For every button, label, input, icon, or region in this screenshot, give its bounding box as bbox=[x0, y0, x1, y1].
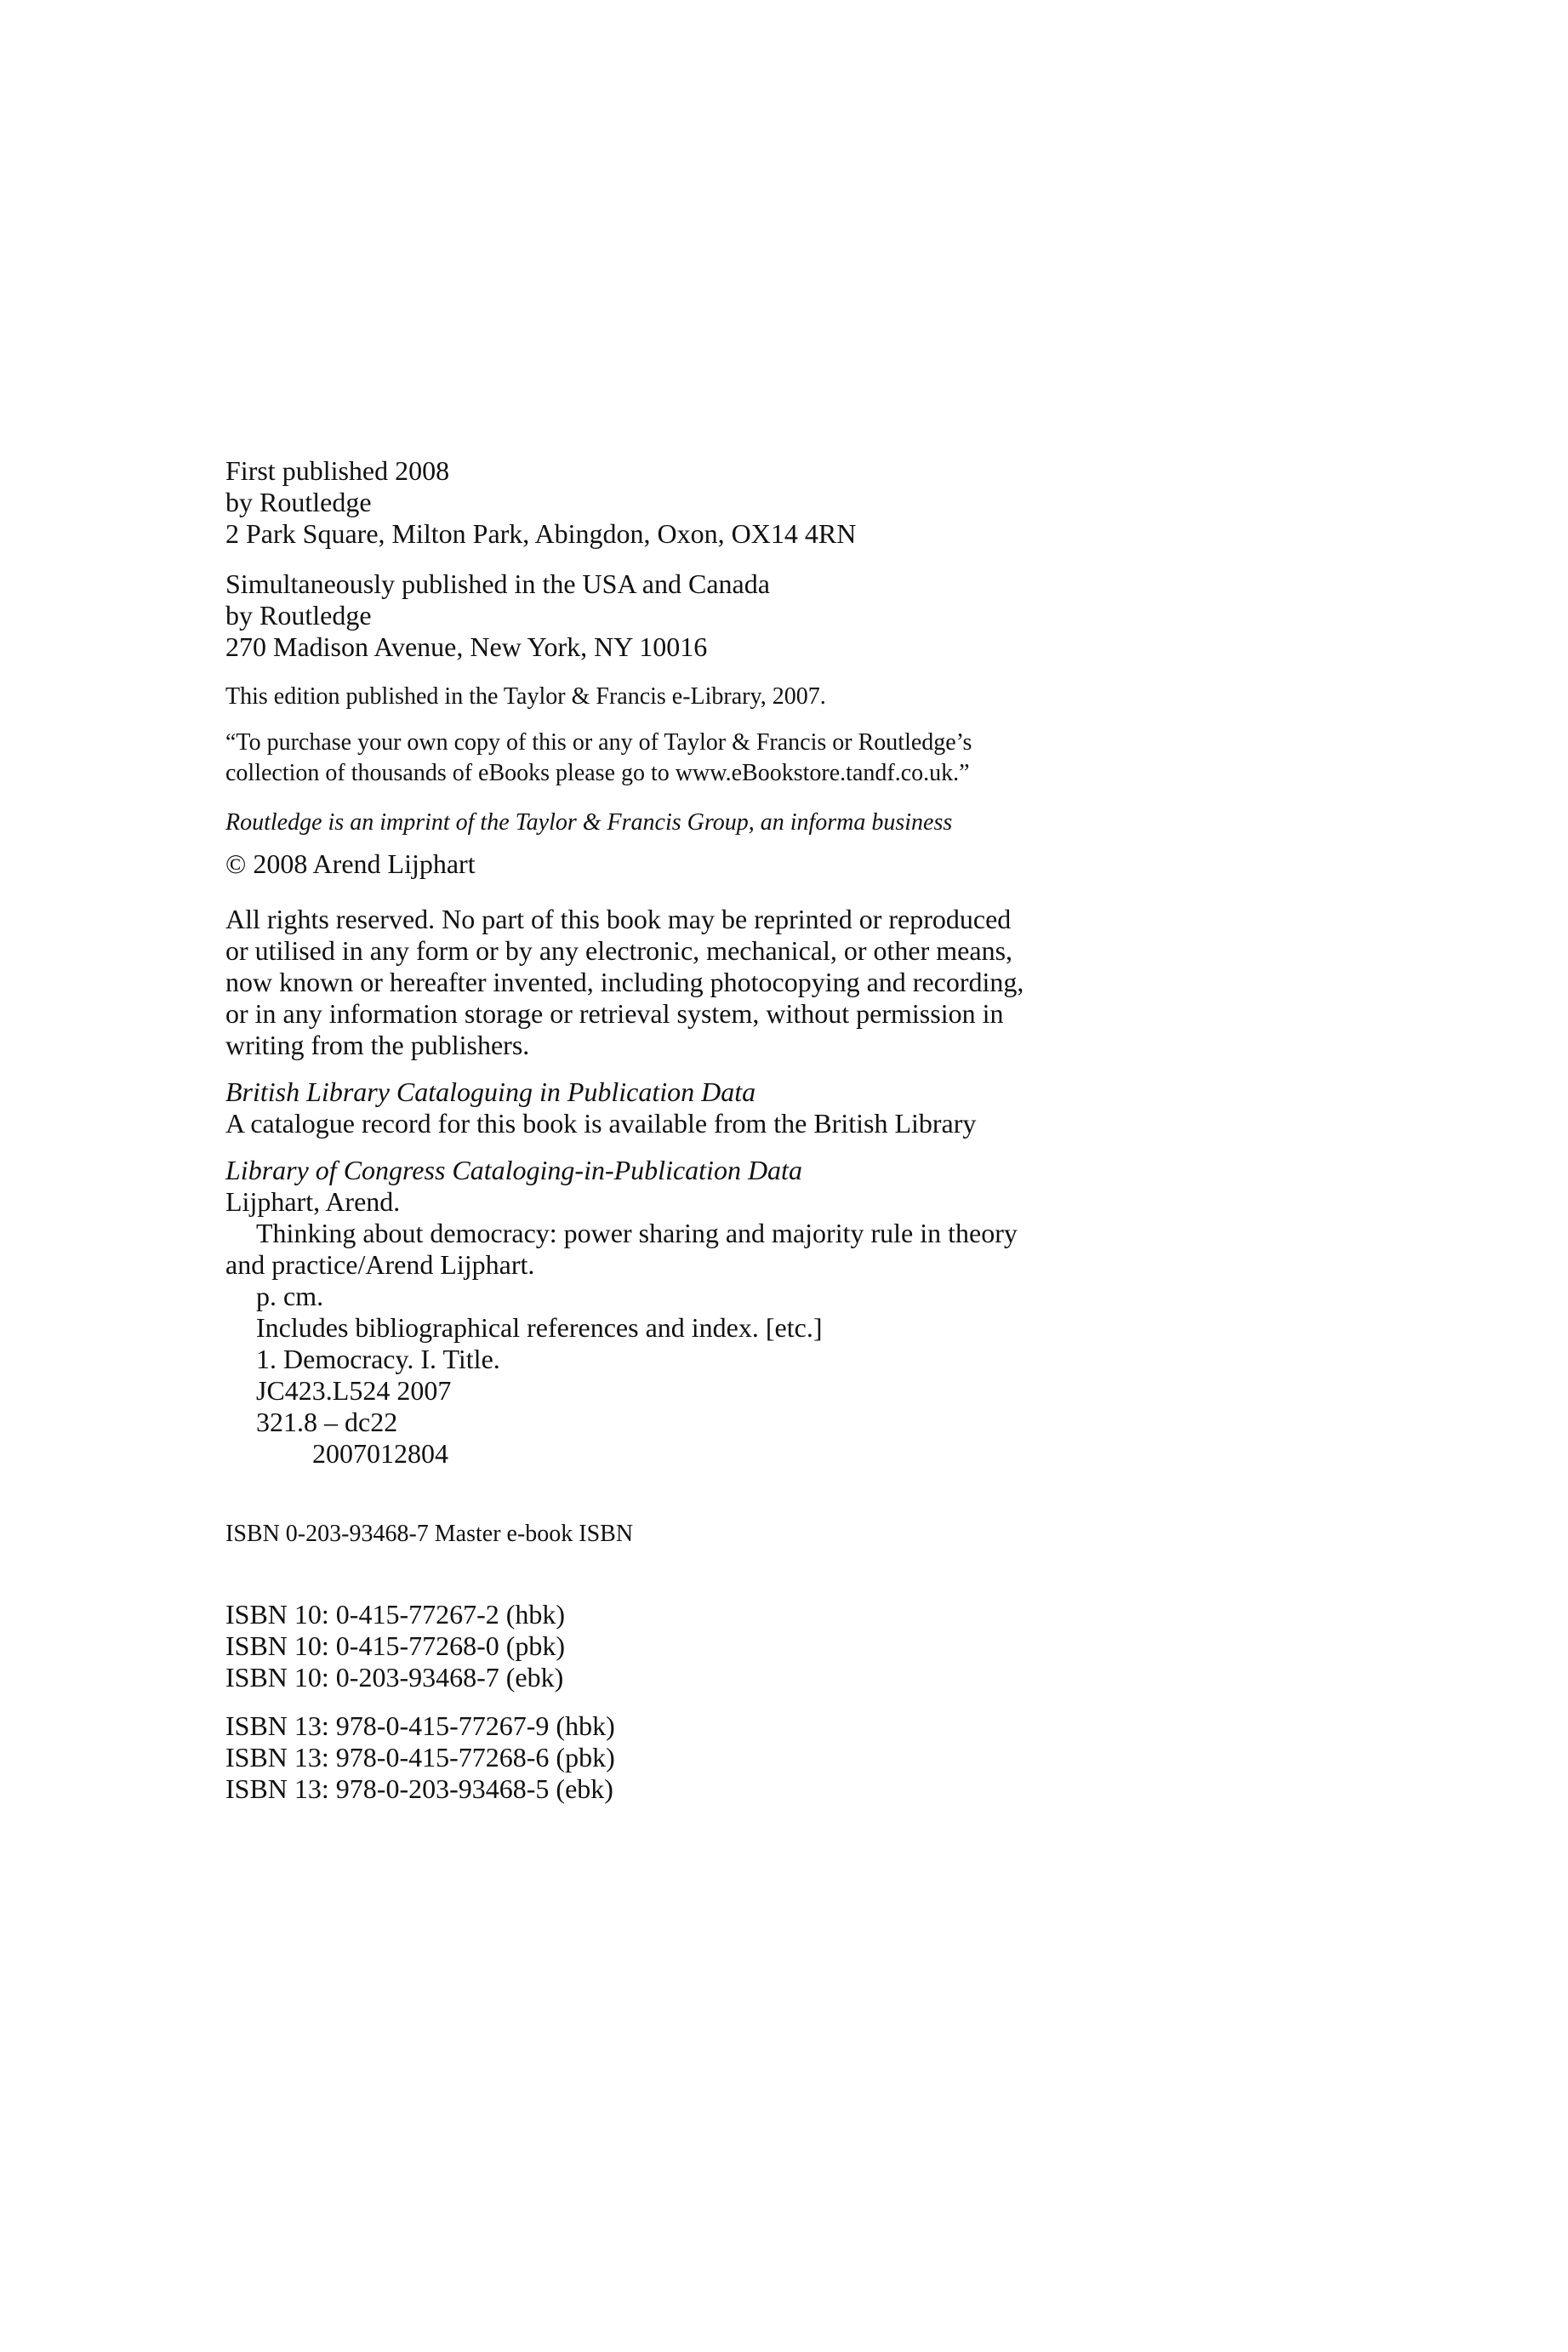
loc-title-line-1: Thinking about democracy: power sharing and majority rule in theory bbox=[256, 1218, 1018, 1248]
rights-line: now known or hereafter invented, including photocopying and recording, bbox=[225, 967, 1024, 997]
edition-note bbox=[225, 682, 1195, 712]
edition-note-line: This edition published in the Taylor & Francis e-Library, 2007. bbox=[225, 683, 826, 710]
loc-lc-class: JC423.L524 2007 bbox=[256, 1375, 452, 1406]
isbn-10-pbk: ISBN 10: 0-415-77268-0 (pbk) bbox=[225, 1630, 566, 1661]
publisher-line: by Routledge bbox=[225, 487, 372, 517]
master-isbn-line: ISBN 0-203-93468-7 Master e-book ISBN bbox=[225, 1521, 634, 1547]
copyright-line: © 2008 Arend Lijphart bbox=[225, 848, 476, 879]
isbn-13-list bbox=[225, 1710, 1195, 1805]
isbn-13-pbk: ISBN 13: 978-0-415-77268-6 (pbk) bbox=[225, 1742, 615, 1773]
isbn-10-hbk: ISBN 10: 0-415-77267-2 (hbk) bbox=[225, 1599, 566, 1630]
rights-line: or utilised in any form or by any electronic, mechanical, or other means, bbox=[225, 935, 1013, 966]
loc-title-line-2: and practice/Arend Lijphart. bbox=[225, 1249, 535, 1280]
loc-bibliography: Includes bibliographical references and index. [etc.] bbox=[256, 1312, 823, 1343]
imprint-note bbox=[225, 808, 1195, 838]
library-of-congress-data bbox=[225, 1155, 1195, 1470]
british-library-data bbox=[225, 1076, 1195, 1139]
rights-line: or in any information storage or retrieval system, without permission in bbox=[225, 998, 1004, 1029]
loc-lccn: 2007012804 bbox=[312, 1438, 448, 1469]
isbn-13-ebk: ISBN 13: 978-0-203-93468-5 (ebk) bbox=[225, 1773, 613, 1804]
rights-statement bbox=[225, 904, 1195, 1061]
loc-heading: Library of Congress Cataloging-in-Publication Data bbox=[225, 1155, 802, 1185]
copyright-notice bbox=[225, 848, 1195, 880]
isbn-10-list bbox=[225, 1599, 1195, 1693]
us-publisher-line: by Routledge bbox=[225, 600, 372, 631]
loc-dewey: 321.8 – dc22 bbox=[256, 1407, 398, 1437]
simultaneous-line: Simultaneously published in the USA and Canada bbox=[225, 568, 770, 599]
page-content bbox=[225, 455, 1195, 1805]
first-published-block bbox=[225, 455, 1195, 550]
master-isbn bbox=[225, 1519, 1195, 1550]
simultaneous-publication-block bbox=[225, 568, 1195, 663]
rights-line: writing from the publishers. bbox=[225, 1030, 530, 1060]
rights-line: All rights reserved. No part of this book may be reprinted or reproduced bbox=[225, 904, 1012, 934]
us-address-line: 270 Madison Avenue, New York, NY 10016 bbox=[225, 631, 708, 662]
loc-subjects: 1. Democracy. I. Title. bbox=[256, 1344, 500, 1374]
purchase-note bbox=[225, 728, 1195, 789]
isbn-13-hbk: ISBN 13: 978-0-415-77267-9 (hbk) bbox=[225, 1710, 615, 1741]
isbn-10-ebk: ISBN 10: 0-203-93468-7 (ebk) bbox=[225, 1662, 564, 1693]
publisher-address-line: 2 Park Square, Milton Park, Abingdon, Oxon, OX14 4RN bbox=[225, 518, 857, 549]
purchase-note-line: collection of thousands of eBooks please go to www.eBookstore.tandf.co.uk.” bbox=[225, 760, 970, 786]
british-library-heading: British Library Cataloguing in Publication Data bbox=[225, 1076, 756, 1107]
loc-author: Lijphart, Arend. bbox=[225, 1186, 401, 1217]
imprint-note-line: Routledge is an imprint of the Taylor & Francis Group, an informa business bbox=[225, 809, 953, 836]
first-published-line: First published 2008 bbox=[225, 455, 450, 486]
loc-pages: p. cm. bbox=[256, 1281, 324, 1311]
british-library-text: A catalogue record for this book is available from the British Library bbox=[225, 1108, 977, 1139]
purchase-note-line: “To purchase your own copy of this or any of Taylor & Francis or Routledge’s bbox=[225, 729, 972, 756]
